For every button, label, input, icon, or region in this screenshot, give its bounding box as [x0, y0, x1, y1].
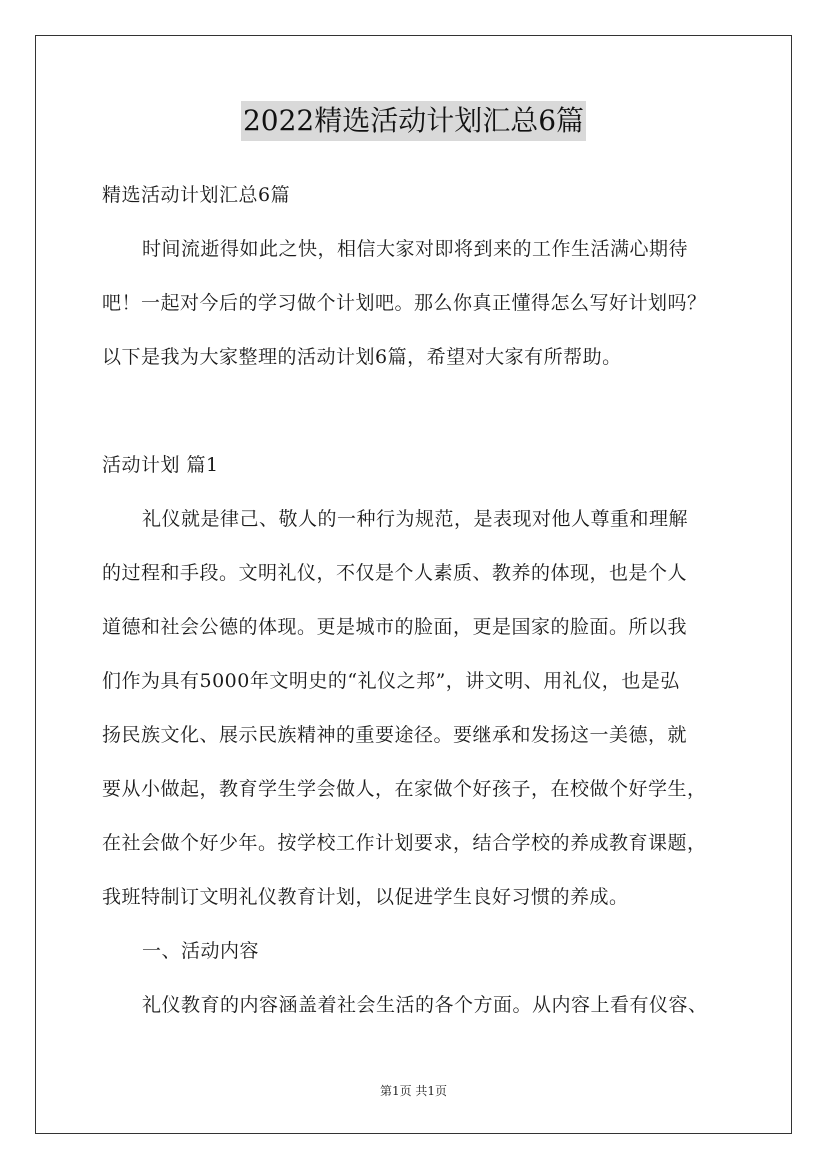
page-footer: 第1页 共1页	[379, 1084, 448, 1098]
document-subtitle: 精选活动计划汇总6篇	[102, 184, 291, 206]
intro-line: 以下是我为大家整理的活动计划6篇，希望对大家有所帮助。	[102, 346, 622, 368]
intro-line: 吧！一起对今后的学习做个计划吧。那么你真正懂得怎么写好计划吗？	[102, 292, 707, 314]
body-line: 们作为具有5000年文明史的“礼仪之邦”，讲文明、用礼仪，也是弘	[102, 670, 680, 692]
body-line: 要从小做起，教育学生学会做人，在家做个好孩子，在校做个好学生，	[102, 778, 707, 800]
body-line: 我班特制订文明礼仪教育计划，以促进学生良好习惯的养成。	[102, 886, 629, 908]
body-line: 的过程和手段。文明礼仪，不仅是个人素质、教养的体现，也是个人	[102, 562, 688, 584]
section-heading: 活动计划 篇1	[102, 454, 219, 476]
title-container	[0, 101, 827, 141]
body-line: 在社会做个好少年。按学校工作计划要求，结合学校的养成教育课题，	[102, 832, 707, 854]
sub-heading: 一、活动内容	[142, 940, 260, 962]
intro-line: 时间流逝得如此之快，相信大家对即将到来的工作生活满心期待	[142, 238, 689, 260]
body-line: 礼仪教育的内容涵盖着社会生活的各个方面。从内容上看有仪容、	[142, 994, 708, 1016]
body-line: 道德和社会公德的体现。更是城市的脸面，更是国家的脸面。所以我	[102, 616, 688, 638]
body-line: 礼仪就是律己、敬人的一种行为规范，是表现对他人尊重和理解	[142, 508, 689, 530]
document-title: 2022精选活动计划汇总6篇	[241, 101, 586, 141]
body-line: 扬民族文化、展示民族精神的重要途径。要继承和发扬这一美德，就	[102, 724, 688, 746]
